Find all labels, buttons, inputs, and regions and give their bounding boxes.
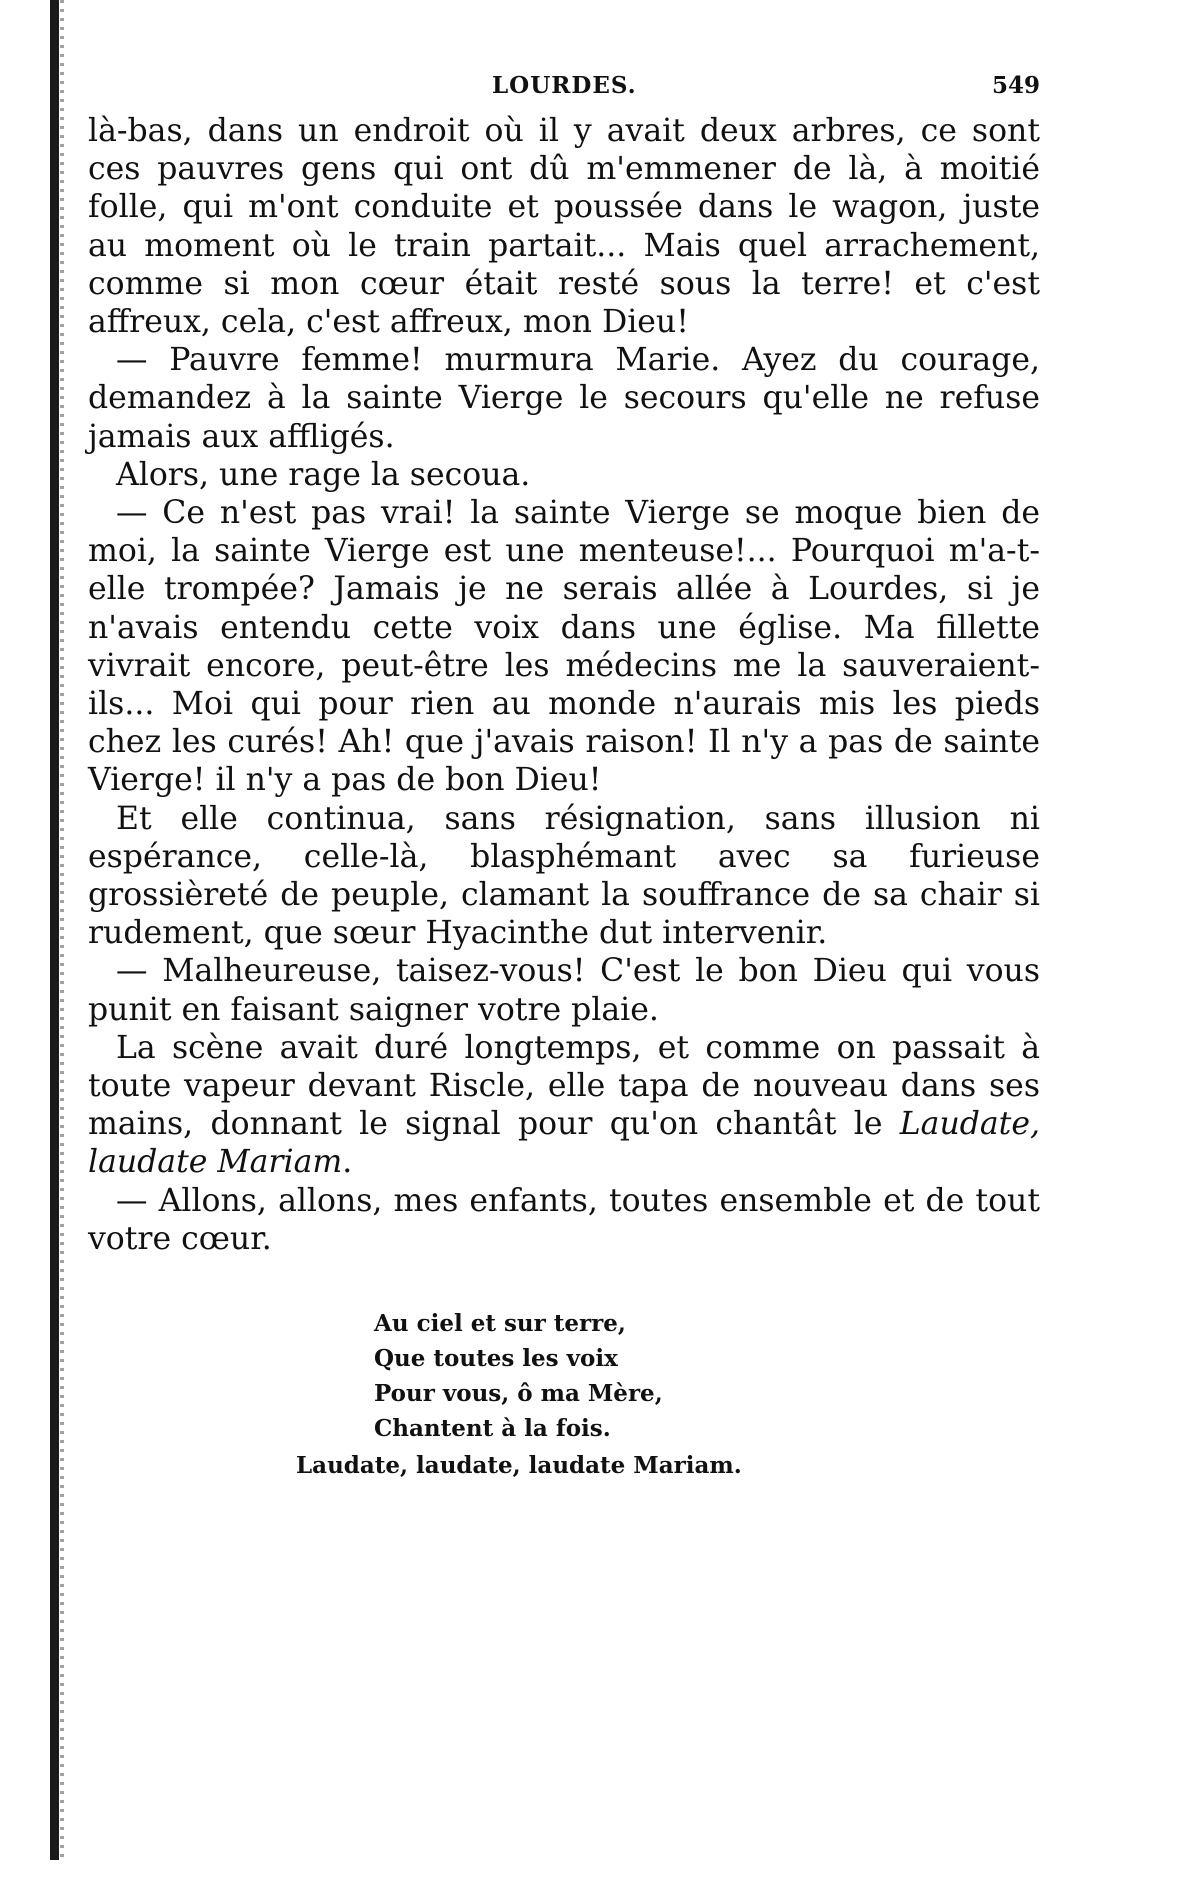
paragraph-continuation: là-bas, dans un endroit où il y avait deux arbres, ce sont ces pauvres gens qui ont dû m'emmener de là, à moitié folle, qui m'ont conduite et poussée dans le wagon, juste au moment où le train partait... Mais quel arrachement, comme si mon cœur était resté sous la terre! et c'est affreux, cela, c'est affreux, mon Dieu! bbox=[88, 113, 1040, 341]
page-edge-fringe bbox=[60, 0, 64, 1860]
body-text bbox=[88, 112, 1040, 1258]
paragraph-outburst: — Ce n'est pas vrai! la sainte Vierge se moque bien de moi, la sainte Vierge est une menteuse!... Pourquoi m'a-t-elle trompée? Jamais je ne serais allée à Lourdes, si je n'avais entendu cette voix dans une église. Ma fillette vivrait encore, peut-être les médecins me la sauveraient-ils... Moi qui pour rien au monde n'aurais mis les pieds chez les curés! Ah! que j'avais raison! Il n'y a pas de sainte Vierge! il n'y a pas de bon Dieu! bbox=[88, 495, 1040, 799]
paragraph-rage: Alors, une rage la secoua. bbox=[116, 456, 531, 493]
page-number: 549 bbox=[991, 72, 1040, 99]
verse-line: Au ciel et sur terre, bbox=[374, 1310, 626, 1338]
paragraph-hyacinthe: — Malheureuse, taisez-vous! C'est le bon Dieu qui vous punit en faisant saigner votre plaie. bbox=[88, 953, 1040, 1028]
scene-text-italic: Laudate, laudate Mariam bbox=[88, 1106, 1040, 1181]
paragraph-blasphemy: Et elle continua, sans résignation, sans illusion ni espérance, celle-là, blasphémant avec sa furieuse grossièreté de peuple, clamant la souffrance de sa chair si rudement, que sœur Hyacinthe dut intervenir. bbox=[88, 800, 1040, 952]
paragraph-marie-reply: — Pauvre femme! murmura Marie. Ayez du courage, demandez à la sainte Vierge le secours qu'elle ne refuse jamais aux affligés. bbox=[88, 342, 1040, 455]
scene-text-after: . bbox=[342, 1144, 353, 1181]
hymn-verse bbox=[88, 1306, 1040, 1483]
book-spine-shadow bbox=[50, 0, 59, 1860]
verse-line: Pour vous, ô ma Mère, bbox=[374, 1380, 663, 1408]
paragraph-scene bbox=[88, 1029, 1040, 1182]
running-head bbox=[88, 68, 1040, 112]
running-head-title: LOURDES. bbox=[492, 72, 637, 99]
book-page bbox=[88, 68, 1040, 1483]
verse-line: Que toutes les voix bbox=[374, 1345, 618, 1373]
verse-refrain: Laudate, laudate, laudate Mariam. bbox=[296, 1452, 742, 1480]
paragraph-allons: — Allons, allons, mes enfants, toutes ensemble et de tout votre cœur. bbox=[88, 1182, 1040, 1257]
verse-line: Chantent à la fois. bbox=[374, 1415, 611, 1443]
scene-text-before: La scène avait duré longtemps, et comme on passait à toute vapeur devant Riscle, elle tapa de nouveau dans ses mains, donnant le signal pour qu'on chantât le bbox=[88, 1029, 1040, 1143]
